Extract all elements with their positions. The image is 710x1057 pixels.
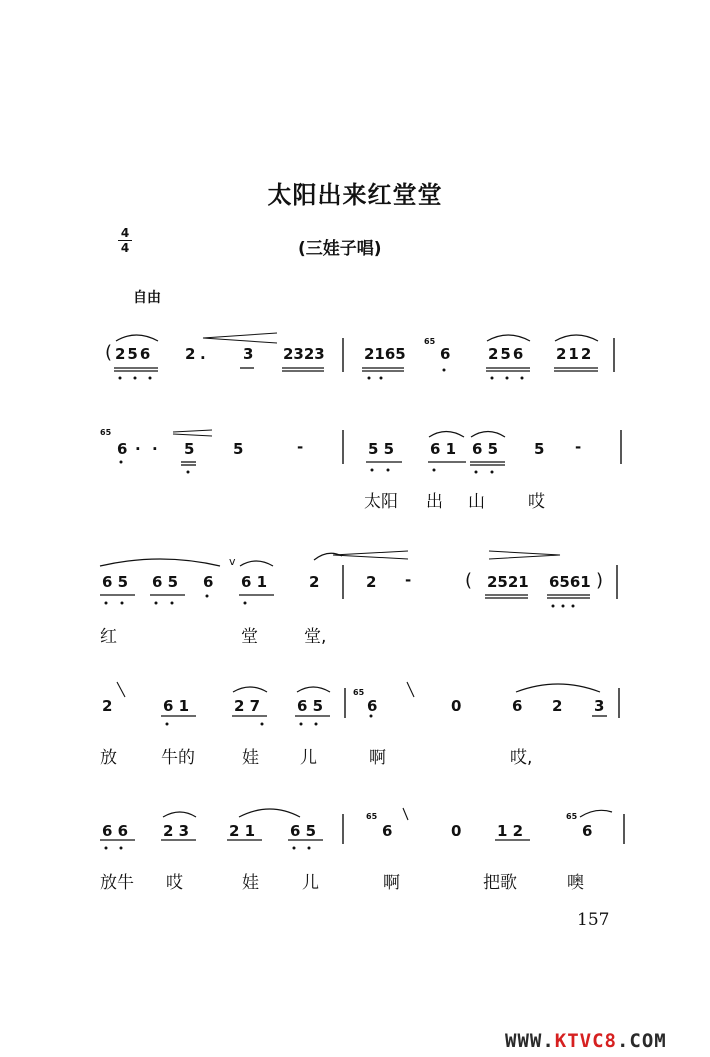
lyric: 山 bbox=[468, 492, 485, 512]
close-paren: ) bbox=[596, 570, 604, 591]
note-group: 6 5 bbox=[102, 573, 129, 591]
sustain-dash: - bbox=[575, 438, 582, 456]
grace-notes: 65 bbox=[100, 428, 112, 437]
note: 5 bbox=[233, 440, 244, 458]
note: 6 bbox=[440, 345, 451, 363]
note: 6 bbox=[382, 822, 393, 840]
lyric: 哎 bbox=[528, 492, 545, 512]
time-signature-bottom: 4 bbox=[120, 241, 130, 255]
note: 6 bbox=[582, 822, 593, 840]
note: 5 bbox=[534, 440, 545, 458]
note: 2 bbox=[185, 345, 196, 363]
note-group: 2323 bbox=[283, 345, 325, 363]
bar-lines bbox=[343, 338, 624, 844]
breath-mark: v bbox=[229, 555, 236, 568]
lyric: 堂, bbox=[304, 627, 327, 647]
note-dot: · bbox=[135, 440, 141, 458]
bend-strokes bbox=[117, 682, 414, 820]
watermark-suffix: .COM bbox=[616, 1030, 667, 1052]
sustain-dash: - bbox=[405, 571, 412, 589]
lyric: 出 bbox=[426, 492, 443, 512]
page-number: 157 bbox=[577, 910, 610, 930]
note-group: 6561 bbox=[549, 573, 591, 591]
note-group: 6 5 bbox=[290, 822, 317, 840]
grace-notes: 65 bbox=[353, 688, 365, 697]
lyric: 儿 bbox=[302, 873, 319, 893]
note-dot: · bbox=[152, 440, 158, 458]
lyric: 堂 bbox=[241, 627, 258, 647]
note-dot: . bbox=[200, 345, 206, 363]
note: 6 bbox=[512, 697, 523, 715]
lyric: 牛的 bbox=[161, 748, 195, 768]
note-group: 256 bbox=[115, 345, 153, 363]
singer-note: (三娃子唱) bbox=[298, 239, 382, 259]
grace-notes: 65 bbox=[424, 337, 436, 346]
note: 2 bbox=[102, 697, 113, 715]
time-underlines bbox=[100, 368, 607, 840]
rest: 0 bbox=[451, 822, 462, 840]
note: 2 bbox=[309, 573, 320, 591]
note: 3 bbox=[243, 345, 254, 363]
note-group: 2165 bbox=[364, 345, 406, 363]
watermark-prefix: WWW. bbox=[505, 1030, 555, 1052]
grace-notes: 65 bbox=[366, 812, 378, 821]
lyric: 儿 bbox=[300, 748, 317, 768]
note: 2 bbox=[552, 697, 563, 715]
watermark-brand: KTVC8 bbox=[554, 1030, 617, 1052]
note-group: 6 6 bbox=[102, 822, 129, 840]
note-group: 6 5 bbox=[152, 573, 179, 591]
hairpins bbox=[173, 333, 560, 559]
lyric: 太阳 bbox=[364, 492, 398, 512]
note-group: 6 5 bbox=[297, 697, 324, 715]
open-paren: ( bbox=[465, 570, 473, 591]
note-group: 2 3 bbox=[163, 822, 190, 840]
lyric: 噢 bbox=[567, 873, 584, 893]
lyric: 红 bbox=[100, 627, 117, 647]
note-group: 5 5 bbox=[368, 440, 395, 458]
note: 5 bbox=[184, 440, 195, 458]
tempo-marking: 自由 bbox=[133, 290, 161, 306]
note-group: 6 1 bbox=[430, 440, 457, 458]
lyric: 放 bbox=[100, 748, 117, 768]
note-group: 2 7 bbox=[234, 697, 261, 715]
note-group: 6 1 bbox=[163, 697, 190, 715]
note: 6 bbox=[117, 440, 128, 458]
note-group: 1 2 bbox=[497, 822, 524, 840]
slurs-and-triplets bbox=[100, 335, 612, 817]
note-group: 2 1 bbox=[229, 822, 256, 840]
song-title: 太阳出来红堂堂 bbox=[267, 181, 443, 209]
grace-notes: 65 bbox=[566, 812, 578, 821]
lyric: 哎 bbox=[166, 873, 183, 893]
note-group: 212 bbox=[556, 345, 594, 363]
note-group: 6 5 bbox=[472, 440, 499, 458]
note-group: 6 1 bbox=[241, 573, 268, 591]
lyric: 哎, bbox=[510, 748, 533, 768]
lyric: 啊 bbox=[383, 873, 400, 893]
octave-dots bbox=[105, 369, 578, 850]
open-paren: ( bbox=[105, 342, 113, 363]
note: 6 bbox=[367, 697, 378, 715]
time-signature-top: 4 bbox=[120, 226, 130, 240]
lyric: 放牛 bbox=[100, 873, 134, 893]
site-watermark bbox=[505, 1030, 667, 1052]
note: 2 bbox=[366, 573, 377, 591]
note-group: 256 bbox=[488, 345, 526, 363]
lyric: 娃 bbox=[242, 748, 259, 768]
lyric: 啊 bbox=[369, 748, 386, 768]
lyric: 把歌 bbox=[483, 873, 517, 893]
note: 3 bbox=[594, 697, 605, 715]
sustain-dash: - bbox=[297, 438, 304, 456]
note-group: 2521 bbox=[487, 573, 529, 591]
note: 6 bbox=[203, 573, 214, 591]
rest: 0 bbox=[451, 697, 462, 715]
lyric: 娃 bbox=[242, 873, 259, 893]
